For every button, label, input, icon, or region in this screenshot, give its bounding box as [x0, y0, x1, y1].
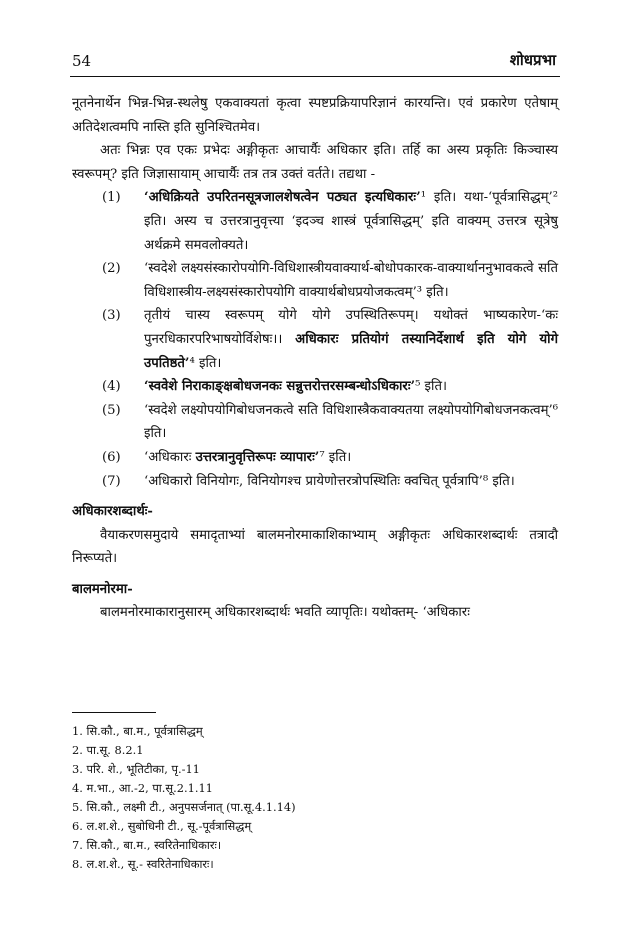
definition-text: ⁵ इति।: [415, 379, 447, 395]
definition-text: ‘अधिकारः: [144, 449, 196, 465]
footnote: 2. पा.सू. 8.2.1: [72, 743, 144, 757]
definition-number: (2): [102, 261, 121, 277]
definition-bold-text: ‘स्ववेशे निराकाङ्क्षबोधजनकः सन्नुत्तरोत्तरसम्बन्धोऽधिकारः’: [144, 379, 416, 395]
definition-text: ‘अधिकारो विनियोगः, विनियोगश्च प्रायेणोत्तरत्रोपस्थितिः क्वचित् पूर्वत्रापि’⁸ इति।: [144, 473, 515, 489]
section-text-adhikara: वैयाकरणसमुदाये समादृताभ्यां बालमनोरमाकाशिकाभ्याम् अङ्गीकृतः अधिकारशब्दार्थः तत्रादौ निरूप्यते।: [72, 527, 558, 567]
section-text-balamanorama: बालमनोरमाकारानुसारम् अधिकारशब्दार्थः भवति व्यापृतिः। यथोक्तम्- ‘अधिकारः: [100, 605, 470, 621]
section-heading-adhikara: अधिकारशब्दार्थः-: [72, 504, 153, 520]
definitions-list: [72, 186, 558, 493]
definition-item: [72, 446, 558, 470]
footnote: 4. म.भा., आ.-2, पा.सू.2.1.11: [72, 781, 213, 795]
footnote: 3. परि. शे., भूतिटीका, पृ.-11: [72, 762, 200, 776]
definition-number: (6): [102, 449, 121, 465]
body-text: [72, 92, 558, 625]
definition-text: तृतीयं चास्य स्वरूपम् योगे योगे उपस्थितिरूपम्। यथोक्तं भाष्यकारेण-‘कः पुनरधिकारपरिभाषयोर्विशेषः।।: [144, 308, 558, 347]
definition-item: [72, 470, 558, 494]
page-number: 54: [72, 52, 92, 70]
definition-item: [72, 186, 558, 257]
definition-text: ⁴ इति।: [189, 355, 222, 371]
paragraph-question: अतः भिन्नः एव एकः प्रभेदः अङ्गीकृतः आचार्यैः अधिकार इति। तर्हि का अस्य प्रकृतिः किञ्चास्य स्वरूपम्? इति जिज्ञासायाम् आचार्यैः तत्र तत्र उक्तं वर्तते। तद्यथा -: [72, 143, 558, 182]
definition-text: ¹ इति। यथा-‘पूर्वत्रासिद्धम्’² इति। अस्य च उत्तरत्रानुवृत्त्या ‘इदञ्च शास्त्रं पूर्वत्रासिद्धम्’ इति वाक्यम् उत्तरत्र सूत्रेषु अर्थक्रमे समवलोक्यते।: [144, 190, 558, 253]
header-rule: [70, 76, 560, 77]
footnote: 1. सि.कौ., बा.म., पूर्वत्रासिद्धम्: [72, 724, 203, 738]
definition-number: (1): [102, 190, 121, 206]
definition-item: [72, 257, 558, 304]
definition-text: ⁷ इति।: [319, 449, 352, 465]
definition-number: (5): [102, 402, 121, 418]
footnote: 7. सि.कौ., बा.म., स्वरितेनाधिकारः।: [72, 838, 222, 852]
definition-bold-text: उत्तरत्रानुवृत्तिरूपः व्यापारः’: [195, 449, 320, 465]
definition-number: (3): [102, 308, 121, 324]
definition-bold-text: अधिकारः प्रतियोगं तस्यानिर्देशार्थ इति योगे योगे उपतिष्ठते’: [144, 331, 558, 371]
footnote: 8. ल.श.शे., सू.- स्वरितेनाधिकारः।: [72, 857, 214, 871]
paragraph-intro: नूतनेनार्थेन भिन्न-भिन्न-स्थलेषु एकवाक्यतां कृत्वा स्पष्टप्रक्रियापरिज्ञानं कारयन्ति। एवं प्रकारेण एतेषाम् अतिदेशत्वमपि नास्ति इति सुनिश्चितमेव।: [72, 96, 558, 135]
definition-number: (7): [102, 473, 121, 489]
footnote: 5. सि.कौ., लक्ष्मी टी., अनुपसर्जनात् (पा.सू.4.1.14): [72, 800, 296, 814]
definition-bold-text: ‘अधिक्रियते उपरितनसूत्रजालशेषत्वेन पठ्यत इत्यधिकारः’: [144, 190, 421, 206]
definition-text: ‘स्वदेशे लक्ष्यसंस्कारोपयोगि-विधिशास्त्रीयवाक्यार्थ-बोधोपकारक-वाक्यार्थाननुभावकत्वे सति विधिशास्त्रीय-लक्ष्यसंस्कारोपयोगि वाक्यार्थबोधप्रयोजकत्वम्’³ इति।: [144, 261, 558, 300]
definition-text: ‘स्वदेशे लक्ष्योपयोगिबोधजनकत्वे सति विधिशास्त्रैकवाक्यतया लक्ष्योपयोगिबोधजनकत्वम्’⁶ इति।: [144, 402, 558, 442]
definition-number: (4): [102, 379, 121, 395]
definition-item: [72, 375, 558, 399]
running-title: शोधप्रभा: [509, 51, 556, 69]
definition-item: [72, 304, 558, 375]
footnotes: [72, 722, 296, 874]
section-heading-balamanorama: बालमनोरमा-: [72, 581, 133, 597]
definition-item: [72, 399, 558, 446]
footnote: 6. ल.श.शे., सुबोधिनी टी., सू.-पूर्वत्रासिद्धम्: [72, 819, 252, 833]
footnote-rule: [72, 712, 156, 713]
